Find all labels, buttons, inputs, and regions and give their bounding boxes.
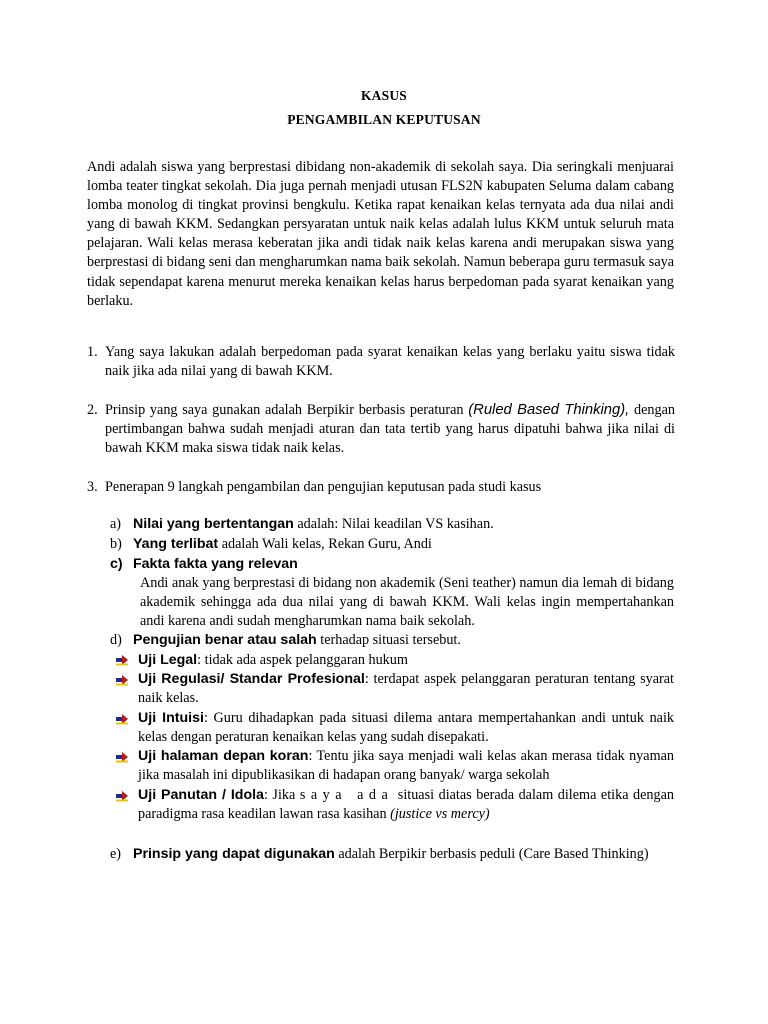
arrow-bullet-icon [116, 751, 128, 763]
test-legal-text: : tidak ada aspek pelanggaran hukum [197, 652, 408, 668]
step-d-title: Pengujian benar atau salah [133, 632, 317, 648]
step-a-title: Nilai yang bertentangan [133, 516, 294, 532]
test-intuisi [138, 709, 674, 747]
test-panutan-text-b: situasi diatas berada dalam dilema etika dengan paradigma rasa keadilan lawan rasa kasihan [138, 787, 674, 823]
step-b-title: Yang terlibat [133, 536, 219, 552]
test-panutan-italic: (justice vs mercy) [390, 806, 490, 823]
item-text-3: Penerapan 9 langkah pengambilan dan pengujian keputusan pada studi kasus [105, 479, 542, 495]
item-text-2 [105, 401, 675, 458]
step-label-e: e) [110, 846, 122, 862]
test-panutan [138, 786, 674, 824]
item-2-text-start: Prinsip yang saya gunakan adalah Berpikir berbasis peraturan [105, 402, 469, 418]
test-intuisi-title: Uji Intuisi [138, 710, 204, 726]
step-label-b: b) [110, 536, 122, 552]
test-regulasi [138, 670, 674, 708]
test-regulasi-title: Uji Regulasi/ Standar Profesional [138, 671, 365, 687]
step-a-text: adalah: Nilai keadilan VS kasihan. [293, 516, 494, 532]
step-label-c: c) [110, 556, 123, 572]
arrow-bullet-icon [116, 674, 128, 686]
test-panutan-spaced: saya ada [299, 787, 394, 803]
step-c [133, 555, 673, 574]
item-number-3: 3. [87, 479, 98, 495]
test-intuisi-text: : Guru dihadapkan pada situasi dilema antara mempertahankan andi untuk naik kelas dengan peraturan kenaikan kelas yang sudah disepakati. [138, 710, 674, 746]
arrow-bullet-icon [116, 654, 128, 666]
step-d [133, 631, 673, 650]
test-legal-title: Uji Legal [138, 652, 198, 668]
step-label-d: d) [110, 632, 122, 648]
step-e-title: Prinsip yang dapat digunakan [133, 846, 335, 862]
item-2-text-end: dengan pertimbangan bahwa sudah menjadi aturan dan tata tertib yang harus dipatuhi bahwa jika nilai di bawah KKM maka siswa tidak naik kelas. [105, 402, 676, 457]
step-c-body: Andi anak yang berprestasi di bidang non akademik (Seni teather) namun dia lemah di bidang akademik sehingga ada dua nilai yang di bawah KKM. Wali kelas ingin mempertahankan andi karena andi sudah mengharumkan nama baik sekolah. [140, 575, 674, 630]
step-a [133, 515, 673, 534]
test-panutan-text-a: : Jika [263, 787, 300, 803]
step-label-a: a) [110, 516, 122, 532]
test-legal [138, 651, 674, 670]
page-subtitle: PENGAMBILAN KEPUTUSAN [287, 112, 481, 127]
item-number-2: 2. [87, 402, 98, 418]
item-text-1: Yang saya lakukan adalah berpedoman pada syarat kenaikan kelas yang berlaku yaitu siswa tidak naik jika ada nilai yang di bawah KKM. [105, 344, 675, 380]
step-c-title: Fakta fakta yang relevan [133, 556, 298, 572]
test-koran-text: : Tentu jika saya menjadi wali kelas akan merasa tidak nyaman jika masalah ini dipublikasikan di hadapan orang banyak/ warga sekolah [138, 748, 675, 784]
test-panutan-title: Uji Panutan / Idola [138, 787, 264, 803]
intro-paragraph: Andi adalah siswa yang berprestasi dibidang non-akademik di sekolah saya. Dia seringkali menjuarai lomba teater tingkat sekolah. Dia juga pernah menjadi utusan FLS2N kabupaten Seluma dalam cabang lomba monolog di tingkat provinsi bengkulu. Ketika rapat kenaikan kelas ternyata ada dua nilai andi yang di bawah KKM. Sedangkan persyaratan untuk naik kelas adalah lulus KKM untuk seluruh mata pelajaran. Wali kelas merasa keberatan jika andi tidak naik kelas karena andi merupakan siswa yang berprestasi di bidang seni dan mengharumkan nama baik sekolah. Namun beberapa guru termasuk saya tidak sependapat karena menurut mereka kenaikan kelas harus berpedoman pada syarat kenaikan yang berlaku. [87, 159, 675, 309]
step-d-text: terhadap situasi tersebut. [316, 632, 461, 648]
page-title: KASUS [360, 88, 407, 103]
step-b [133, 535, 673, 554]
arrow-bullet-icon [116, 790, 128, 802]
test-koran [138, 747, 674, 785]
item-number-1: 1. [87, 344, 98, 360]
arrow-bullet-icon [116, 713, 128, 725]
test-regulasi-text: : terdapat aspek pelanggaran peraturan tentang syarat naik kelas. [138, 671, 674, 707]
step-b-text: adalah Wali kelas, Rekan Guru, Andi [218, 536, 432, 552]
step-e-text: adalah Berpikir berbasis peduli (Care Based Thinking) [334, 846, 649, 862]
test-koran-title: Uji halaman depan koran [138, 748, 309, 764]
item-2-italic-term: (Ruled Based Thinking), [468, 402, 630, 418]
step-e [133, 845, 674, 864]
